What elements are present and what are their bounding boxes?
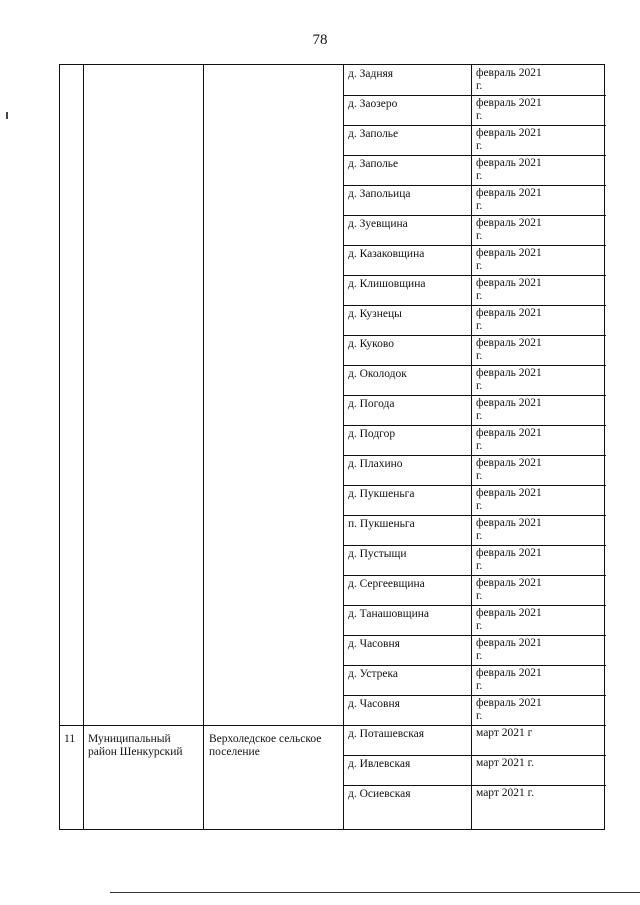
- row-date: февраль 2021 г.: [476, 607, 542, 632]
- row-divider: [343, 305, 606, 306]
- group11-row-date: март 2021 г: [476, 727, 533, 739]
- row-settlement: д. Сергеевщина: [348, 578, 425, 590]
- row-date: февраль 2021 г.: [476, 217, 542, 242]
- row-divider: [343, 245, 606, 246]
- row-settlement: д. Заполье: [348, 128, 399, 140]
- row-date: февраль 2021 г.: [476, 277, 542, 302]
- row-settlement: д. Околодок: [348, 368, 407, 380]
- row-settlement: д. Часовня: [348, 698, 400, 710]
- row-date: февраль 2021 г.: [476, 517, 542, 542]
- row-settlement: д. Задняя: [348, 68, 394, 80]
- row-settlement: д. Казаковщина: [348, 248, 425, 260]
- row-divider: [343, 635, 606, 636]
- municipality-name: Верхоледское сельское поселение: [209, 733, 322, 758]
- row-settlement: д. Пукшеньга: [348, 488, 415, 500]
- row-settlement: д. Клишовщина: [348, 278, 426, 290]
- row-divider: [343, 95, 606, 96]
- group-divider: [60, 725, 606, 726]
- row-date: февраль 2021 г.: [476, 337, 542, 362]
- row-number: 11: [64, 733, 76, 745]
- row-date: февраль 2021 г.: [476, 247, 542, 272]
- row-date: февраль 2021 г.: [476, 487, 542, 512]
- row-date: февраль 2021 г.: [476, 667, 542, 692]
- column-divider-number: [83, 65, 84, 829]
- group11-row-settlement: д. Ивлевская: [348, 758, 411, 770]
- row-divider: [343, 515, 606, 516]
- row-date: февраль 2021 г.: [476, 427, 542, 452]
- row-date: февраль 2021 г.: [476, 637, 542, 662]
- row-date: февраль 2021 г.: [476, 187, 542, 212]
- row-settlement: д. Зуевщина: [348, 218, 408, 230]
- row-settlement: д. Подгор: [348, 428, 396, 440]
- row-settlement: д. Заполье: [348, 158, 399, 170]
- settlements-table: [59, 64, 605, 830]
- row-divider: [343, 275, 606, 276]
- row-settlement: д. Устрека: [348, 668, 399, 680]
- row-date: февраль 2021 г.: [476, 697, 542, 722]
- row-date: февраль 2021 г.: [476, 397, 542, 422]
- row-divider: [343, 755, 606, 756]
- row-divider: [343, 485, 606, 486]
- row-divider: [343, 395, 606, 396]
- row-date: февраль 2021 г.: [476, 547, 542, 572]
- row-divider: [343, 365, 606, 366]
- row-date: февраль 2021 г.: [476, 157, 542, 182]
- row-divider: [343, 665, 606, 666]
- row-settlement: д. Плахино: [348, 458, 403, 470]
- column-divider-municipality: [343, 65, 344, 829]
- row-divider: [343, 335, 606, 336]
- column-divider-settlement: [471, 65, 472, 829]
- row-settlement: д. Погода: [348, 398, 395, 410]
- row-date: февраль 2021 г.: [476, 367, 542, 392]
- group11-row-settlement: д. Осиевская: [348, 788, 411, 800]
- row-divider: [343, 155, 606, 156]
- row-date: февраль 2021 г.: [476, 67, 542, 92]
- row-settlement: д. Заозеро: [348, 98, 398, 110]
- row-date: февраль 2021 г.: [476, 127, 542, 152]
- group11-row-date: март 2021 г.: [476, 787, 534, 799]
- row-settlement: д. Запольица: [348, 188, 411, 200]
- group11-row-date: март 2021 г.: [476, 757, 534, 769]
- row-divider: [343, 605, 606, 606]
- row-divider: [343, 455, 606, 456]
- row-divider: [343, 695, 606, 696]
- row-divider: [343, 125, 606, 126]
- row-divider: [343, 215, 606, 216]
- row-settlement: д. Пустыщи: [348, 548, 407, 560]
- row-divider: [343, 785, 606, 786]
- row-settlement: д. Куково: [348, 338, 395, 350]
- row-divider: [343, 545, 606, 546]
- row-date: февраль 2021 г.: [476, 97, 542, 122]
- page-bottom-rule: [110, 892, 640, 893]
- row-settlement: д. Часовня: [348, 638, 400, 650]
- group11-row-settlement: д. Поташевская: [348, 728, 425, 740]
- scan-mark: [6, 112, 8, 119]
- row-date: февраль 2021 г.: [476, 577, 542, 602]
- row-divider: [343, 425, 606, 426]
- district-name: Муниципальный район Шенкурский: [88, 733, 183, 758]
- row-divider: [343, 575, 606, 576]
- row-date: февраль 2021 г.: [476, 457, 542, 482]
- row-settlement: д. Кузнецы: [348, 308, 402, 320]
- page-number: 78: [312, 32, 328, 48]
- row-settlement: д. Танашовщина: [348, 608, 430, 620]
- row-settlement: п. Пукшеньга: [348, 518, 415, 530]
- row-divider: [343, 185, 606, 186]
- column-divider-district: [203, 65, 204, 829]
- row-date: февраль 2021 г.: [476, 307, 542, 332]
